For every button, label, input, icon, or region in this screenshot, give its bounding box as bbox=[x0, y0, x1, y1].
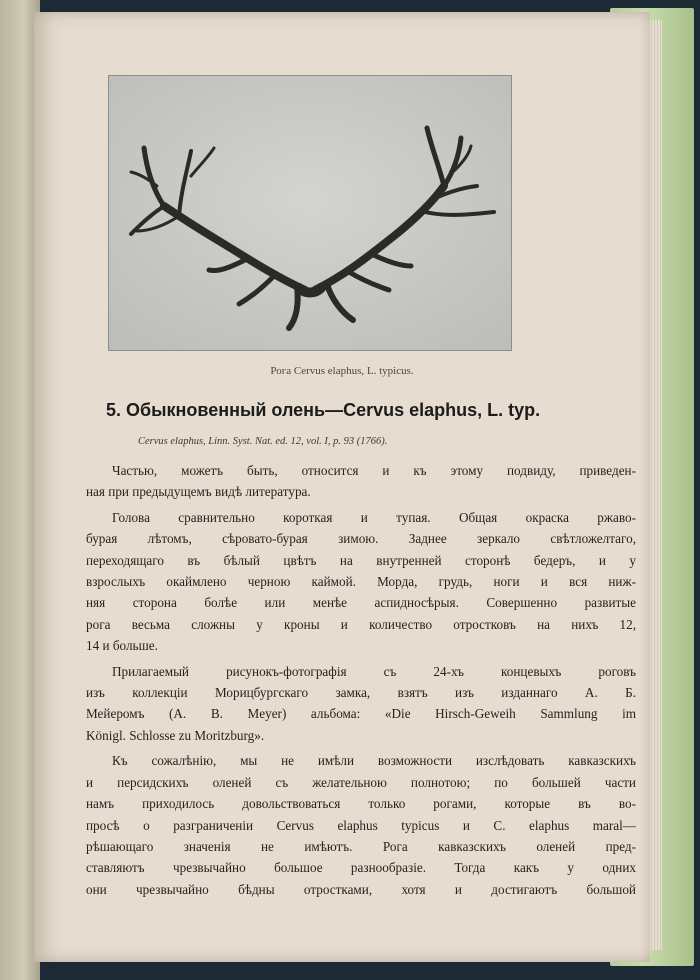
text-line: изъ коллекціи Морицбургскаго замка, взятъ изъ изданнаго А. Б. bbox=[86, 685, 636, 701]
section-heading: 5. Обыкновенный олень—Cervus elaphus, L. typ. bbox=[106, 400, 541, 420]
text-line: рога весьма сложны у кроны и количество отростковъ на нихъ 12, bbox=[86, 616, 636, 632]
paragraph bbox=[86, 750, 636, 900]
body-text bbox=[86, 460, 636, 904]
text-line: ная при предыдущемъ видѣ литература. bbox=[86, 484, 311, 500]
text-line: Königl. Schlosse zu Moritzburg». bbox=[86, 727, 265, 743]
antlers-photograph bbox=[108, 75, 512, 351]
book-page bbox=[34, 12, 650, 962]
text-line: Частью, можетъ быть, относится и къ этому подвиду, приведен- bbox=[112, 463, 636, 478]
text-line: и персидскихъ оленей съ желательною полнотою; по большей части bbox=[86, 774, 636, 790]
text-line: Къ сожалѣнію, мы не имѣли возможности изслѣдовать кавказскихъ bbox=[112, 753, 636, 769]
paragraph bbox=[86, 661, 636, 747]
text-line: 14 и больше. bbox=[86, 638, 158, 654]
text-line: взрослыхъ окаймлено черною каймой. Морда, грудь, ноги и вся ниж- bbox=[86, 574, 636, 590]
antlers-illustration bbox=[109, 76, 511, 350]
taxonomic-citation: Cervus elaphus, Linn. Syst. Nat. ed. 12, vol. I, p. 93 (1766). bbox=[138, 436, 388, 447]
figure-caption: Рога Cervus elaphus, L. typicus. bbox=[270, 365, 414, 377]
text-line: Прилагаемый рисунокъ-фотографія съ 24-хъ концевыхъ роговъ bbox=[112, 663, 636, 679]
text-line: Мейеромъ (A. B. Meyer) альбома: «Die Hirsch-Geweih Sammlung im bbox=[86, 706, 636, 722]
text-line: няя сторона болѣе или менѣе аспидносѣрыя. Совершенно развитые bbox=[86, 595, 636, 611]
text-line: просѣ о разграниченіи Cervus elaphus typicus и C. elaphus maral— bbox=[86, 817, 636, 833]
paragraph bbox=[86, 460, 636, 503]
text-line: ставляютъ чрезвычайно большое разнообразіе. Тогда какъ у одних bbox=[86, 860, 636, 876]
text-line: переходящаго въ бѣлый цвѣтъ на внутренней сторонѣ бедеръ, и у bbox=[86, 552, 636, 568]
text-line: они чрезвычайно бѣдны отростками, хотя и достигаютъ большой bbox=[86, 881, 636, 897]
text-line: бурая лѣтомъ, сѣровато-бурая зимою. Заднее зеркало свѣтложелтаго, bbox=[86, 531, 636, 547]
paragraph bbox=[86, 507, 636, 657]
text-line: рѣшающаго значенія не имѣютъ. Рога кавказскихъ оленей пред- bbox=[86, 838, 636, 854]
text-line: намъ приходилось довольствоваться только рогами, которые въ во- bbox=[86, 796, 636, 812]
text-line: Голова сравнительно короткая и тупая. Общая окраска ржаво- bbox=[112, 509, 636, 525]
